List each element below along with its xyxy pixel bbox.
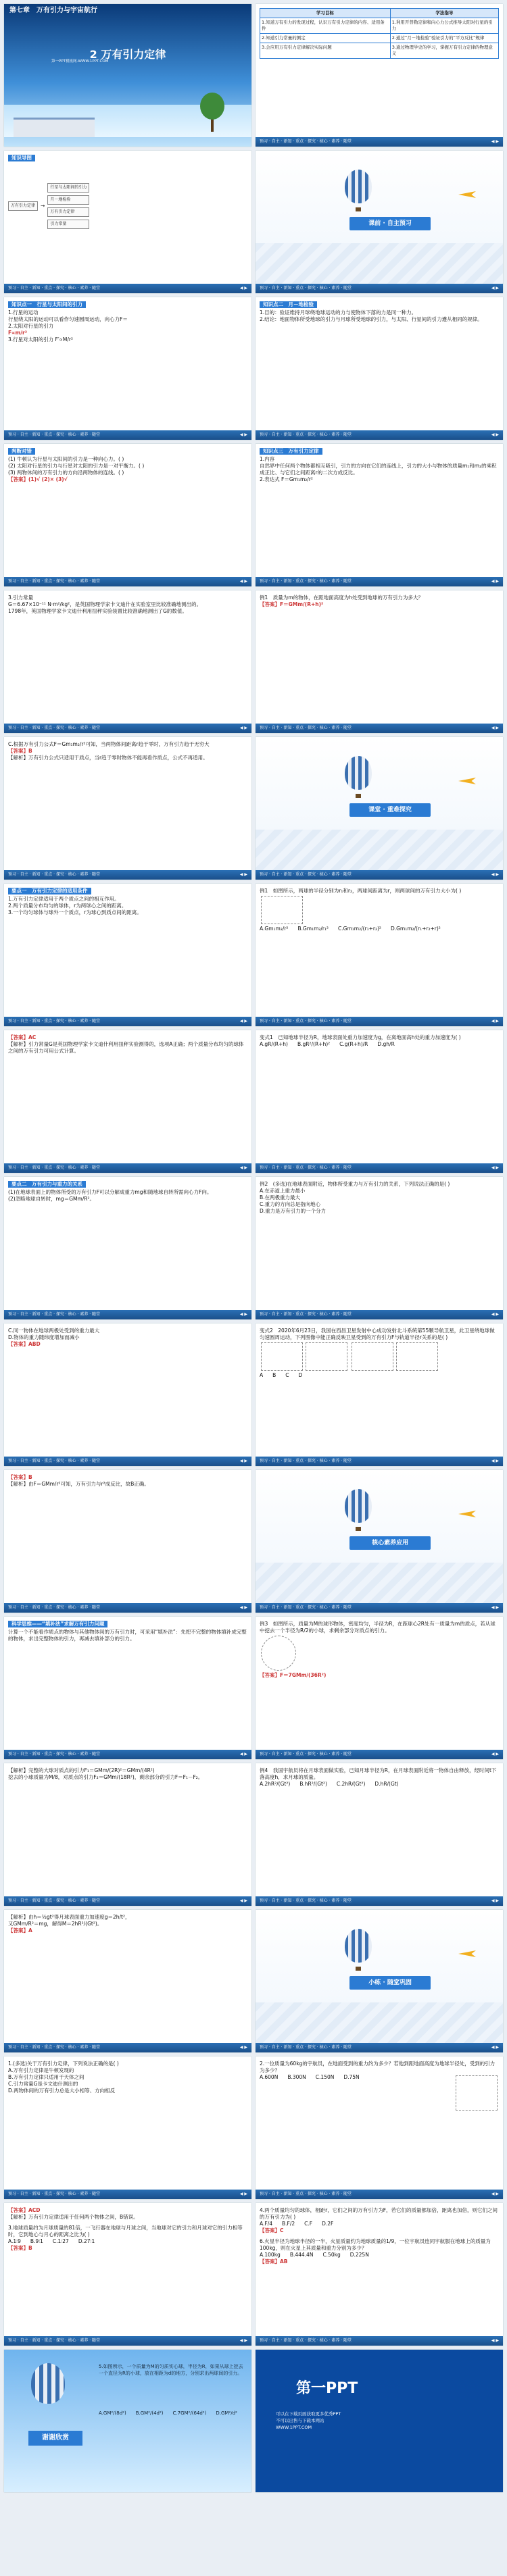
slide-section-quiz <box>256 1910 503 2052</box>
mindmap-node: 引力常量 <box>47 220 89 229</box>
slide-example-2: 例2 (多选)在地球表面附近，物体所受重力与万有引力的关系，下列说法正确的是( ) A.在赤道上重力最小 B.在两极重力最大 C.重力的方向总是指向地心 D.重力是万有引力的一个分力 预习 · 自主 · 新知 · 重点 · 探究 · 核心 · 素养 · 随堂 ◀ ▶ <box>256 1177 503 1319</box>
hot-air-balloon-icon <box>345 1489 372 1523</box>
mindmap-node: 万有引力定律 <box>8 201 38 211</box>
mindmap-node: 万有引力定律 <box>47 207 89 217</box>
nav-arrows-icon: ◀ ▶ <box>491 1898 499 1903</box>
nav-arrows-icon: ◀ ▶ <box>239 2045 247 2050</box>
nav-arrows-icon: ◀ ▶ <box>239 432 247 437</box>
nav-arrows-icon: ◀ ▶ <box>491 1312 499 1317</box>
slide-footer: 预习 · 自主 · 新知 · 重点 · 探究 · 核心 · 素养 · 随堂 ◀ ▶ <box>256 1457 503 1466</box>
slide-footer: 预习 · 自主 · 新知 · 重点 · 探究 · 核心 · 素养 · 随堂 ◀ ▶ <box>4 2190 251 2199</box>
nav-arrows-icon: ◀ ▶ <box>491 579 499 584</box>
quiz-5-text: 5.如图所示，一个质量为M的匀质实心球，半径为R，如果从球上挖去一个直径为R的小球，放在相距为d的地方，分别求出两球间的引力。 <box>99 2364 243 2376</box>
nav-arrows-icon: ◀ ▶ <box>239 726 247 730</box>
nav-arrows-icon: ◀ ▶ <box>491 1752 499 1757</box>
paper-plane-icon <box>458 1511 476 1517</box>
nav-arrows-icon: ◀ ▶ <box>239 286 247 291</box>
nav-arrows-icon: ◀ ▶ <box>239 872 247 877</box>
slide-variant-2: 变式2 2020年6月23日，我国在西昌卫星发射中心成功发射北斗系统第55颗导航卫星，此卫星绕地球做匀速圆周运动，下列图像中能正确反映卫星受到的万有引力F与轨道半径r关系的是( ) A B C D 预习 · 自主 · 新知 · 重点 · 探究 · 核心 · 素养 · 随堂 ◀ ▶ <box>256 1323 503 1466</box>
graph-d-figure <box>396 1342 438 1371</box>
slide-answer-3: 【答案】B 【解析】由F＝GMm/r²可知，万有引力与r²成反比，故B正确。 预习 · 自主 · 新知 · 重点 · 探究 · 核心 · 素养 · 随堂 ◀ ▶ <box>4 1470 251 1613</box>
slide-mindmap <box>4 151 251 293</box>
section-label: 核心素养应用 <box>349 1536 431 1550</box>
nav-arrows-icon: ◀ ▶ <box>239 1312 247 1317</box>
lesson-title: 2 万有引力定律 <box>89 48 166 61</box>
chapter-title: 第七章 万有引力与宇宙航行 <box>9 7 97 14</box>
slide-example-1: 例1 如图所示，两球的半径分别为r₁和r₂，两球间距离为r，则两球间的万有引力大小为( ) A.Gm₁m₂/r² B.Gm₁m₂/r₁² C.Gm₁m₂/(r₁+r₂)² D.Gm₁m₂/(r₁+r₂+r)² 预习 · 自主 · 新知 · 重点 · 探究 · 核心 · 素养 · 随堂 ◀ ▶ <box>256 884 503 1026</box>
hollow-sphere-figure <box>261 1636 296 1671</box>
goals-table <box>260 8 499 59</box>
slide-footer: 预习 · 自主 · 新知 · 重点 · 探究 · 核心 · 素养 · 随堂 ◀ ▶ <box>256 2190 503 2199</box>
table-row: 2.知道引力常量的测定 2.通过“月－地检验”验证引力的“平方反比”规律 <box>260 34 499 43</box>
slide-analysis-3: 【解析】完整的大球对质点的引力F₁＝GMm/(2R)²＝GMm/(4R²) 挖去的小球质量为M/8，对质点的引力F₂＝GMm/(18R²)，剩余部分的引力F＝F₁－F₂。 预习 · 自主 · 新知 · 重点 · 探究 · 核心 · 素养 · 随堂 ◀ ▶ <box>4 1763 251 1906</box>
slide-science-thinking: 科学思维——“填补法”求解万有引力问题 计算一个不能看作质点的物体与其他物体间的万有引力时，可采用“填补法”：先把不完整的物体填补成完整的物体，求出完整物体的引力，再减去填补部分的引力。 预习 · 自主 · 新知 · 重点 · 探究 · 核心 · 素养 · 随堂 ◀ ▶ <box>4 1617 251 1759</box>
paper-plane-icon <box>458 778 476 784</box>
slide-section-key <box>256 737 503 880</box>
mindmap-title: 知识导图 <box>8 155 35 161</box>
nav-arrows-icon: ◀ ▶ <box>491 286 499 291</box>
slide-footer: 预习 · 自主 · 新知 · 重点 · 探究 · 核心 · 素养 · 随堂 ◀ ▶ <box>4 2043 251 2052</box>
hot-air-balloon-icon <box>345 1929 372 1963</box>
slide-footer: 预习 · 自主 · 新知 · 重点 · 探究 · 核心 · 素养 · 随堂 ◀ ▶ <box>4 724 251 733</box>
nav-arrows-icon: ◀ ▶ <box>491 1019 499 1024</box>
slide-judge: 判断对错 (1) 牛顿认为行星与太阳间的引力是一种向心力。( ) (2) 太阳对行星的引力与行星对太阳的引力是一对平衡力。( ) (3) 两物体间的万有引力的方向沿两物体的连线。( ) 【答案】(1)√ (2)× (3)√ 预习 · 自主 · 新知 · 重点 · 探究 · 核心 · 素养 · 随堂 ◀ ▶ <box>4 444 251 586</box>
nav-arrows-icon: ◀ ▶ <box>491 2338 499 2343</box>
slide-section-preview <box>256 151 503 293</box>
slide-knowledge-1: 知识点一 行星与太阳间的引力 1.行星的运动 行星绕太阳的运动可以看作匀速圆周运动，向心力F＝ 2.太阳对行星的引力 F∝m/r² 3.行星对太阳的引力 F′∝M/r² 预习 · 自主 · 新知 · 重点 · 探究 · 核心 · 素养 · 随堂 ◀ ▶ <box>4 297 251 440</box>
nav-arrows-icon: ◀ ▶ <box>491 2192 499 2196</box>
nav-arrows-icon: ◀ ▶ <box>239 1605 247 1610</box>
graph-a-figure <box>261 1342 303 1371</box>
graph-c-figure <box>352 1342 393 1371</box>
slide-example-4: 例4 我国宇航员将在月球表面做实验，已知月球半径为R，在月球表面附近将一物体自由释放，经时间t下落高度h，求月球的质量。 A.2hR²/(Gt²) B.hR²/(Gt²) C.2hR/(Gt²) D.hR/(Gt) 预习 · 自主 · 新知 · 重点 · 探究 · 核心 · 素养 · 随堂 ◀ ▶ <box>256 1763 503 1906</box>
slide-knowledge-3: 知识点三 万有引力定律 1.内容 自然界中任何两个物体都相互吸引，引力的方向在它们的连线上，引力的大小与物体的质量m₁和m₂的乘积成正比、与它们之间距离r的二次方成反比。 2.表达式 F＝Gm₁m₂/r² 预习 · 自主 · 新知 · 重点 · 探究 · 核心 · 素养 · 随堂 ◀ ▶ <box>256 444 503 586</box>
nav-arrows-icon: ◀ ▶ <box>239 2192 247 2196</box>
hot-air-balloon-icon <box>345 170 372 203</box>
slide-footer: 预习 · 自主 · 新知 · 重点 · 探究 · 核心 · 素养 · 随堂 ◀ ▶ <box>4 577 251 586</box>
nav-arrows-icon: ◀ ▶ <box>239 1459 247 1463</box>
slide-footer: 预习 · 自主 · 新知 · 重点 · 探究 · 核心 · 素养 · 随堂 ◀ ▶ <box>4 430 251 440</box>
mindmap <box>8 183 247 229</box>
slide-footer: 预习 · 自主 · 新知 · 重点 · 探究 · 核心 · 素养 · 随堂 ◀ ▶ <box>256 724 503 733</box>
two-spheres-figure <box>261 896 303 924</box>
slide-quiz-2: 2.一位质量为60kg的宇航员，在地面受到的重力约为多少？若他到距地面高度为地球半径处，受到的引力为多少？ A.600N B.300N C.150N D.75N 预习 · 自主 · 新知 · 重点 · 探究 · 核心 · 素养 · 随堂 ◀ ▶ <box>256 2056 503 2199</box>
slide-footer: 预习 · 自主 · 新知 · 重点 · 探究 · 核心 · 素养 · 随堂 ◀ ▶ <box>4 1457 251 1466</box>
slide-footer: 预习 · 自主 · 新知 · 重点 · 探究 · 核心 · 素养 · 随堂 ◀ ▶ <box>4 1163 251 1173</box>
slide-footer: 预习 · 自主 · 新知 · 重点 · 探究 · 核心 · 素养 · 随堂 ◀ ▶ <box>4 1603 251 1613</box>
nav-arrows-icon: ◀ ▶ <box>239 1165 247 1170</box>
nav-arrows-icon: ◀ ▶ <box>239 1898 247 1903</box>
nav-arrows-icon: ◀ ▶ <box>491 1459 499 1463</box>
slide-footer: 预习 · 自主 · 新知 · 重点 · 探究 · 核心 · 素养 · 随堂 ◀ ▶ <box>256 2336 503 2346</box>
nav-arrows-icon: ◀ ▶ <box>239 1752 247 1757</box>
knowledge-point-title: 知识点二 月－地检验 <box>260 301 317 308</box>
slide-knowledge-2: 知识点二 月－地检验 1.目的：验证维持月球绕地球运动的力与使物体下落的力是同一种力。 2.结论：地面物体所受地球的引力与月球所受地球的引力，与太阳、行星间的引力遵从相同的规律。 预习 · 自主 · 新知 · 重点 · 探究 · 核心 · 素养 · 随堂 ◀ ▶ <box>256 297 503 440</box>
slide-quiz-1: 1.(多选)关于万有引力定律，下列说法正确的是( ) A.万有引力定律是牛顿发现的 B.万有引力定律只适用于天体之间 C.引力常量G是卡文迪什测出的 D.两物体间的万有引力总是大小相等、方向相反 预习 · 自主 · 新知 · 重点 · 探究 · 核心 · 素养 · 随堂 ◀ ▶ <box>4 2056 251 2199</box>
mindmap-node: 月－地检验 <box>47 195 89 205</box>
slide-thanks: 谢谢欣赏 5.如图所示，一个质量为M的匀质实心球，半径为R，如果从球上挖去一个直径为R的小球，放在相距为d的地方，分别求出两球间的引力。 A.GM²/(8d²) B.GM²/(4d²) C.7GM²/(64d²) D.GM²/d² <box>4 2350 251 2492</box>
nav-arrows-icon: ◀ ▶ <box>491 872 499 877</box>
slide-footer: 预习 · 自主 · 新知 · 重点 · 探究 · 核心 · 素养 · 随堂 ◀ ▶ <box>256 1163 503 1173</box>
tree-icon <box>200 93 224 120</box>
hot-air-balloon-icon <box>31 2363 65 2404</box>
slide-footer: 预习 · 自主 · 新知 · 重点 · 探究 · 核心 · 素养 · 随堂 ◀ ▶ <box>4 1896 251 1906</box>
nav-arrows-icon: ◀ ▶ <box>491 432 499 437</box>
table-row: 1.知道万有引力的发现过程，认识万有引力定律的内容、适用条件 1.利用开普勒定律和向心力公式推导太阳对行星的引力 <box>260 18 499 34</box>
nav-arrows-icon: ◀ ▶ <box>491 1165 499 1170</box>
slide-section-core <box>256 1470 503 1613</box>
goals-col1: 学习目标 <box>260 9 391 18</box>
slide-goals <box>256 4 503 147</box>
nav-arrows-icon: ◀ ▶ <box>239 2338 247 2343</box>
slide-footer: 预习 · 自主 · 新知 · 重点 · 探究 · 核心 · 素养 · 随堂 ◀ ▶ <box>256 1017 503 1026</box>
slide-footer: 预习 · 自主 · 新知 · 重点 · 探究 · 核心 · 素养 · 随堂 ◀ ▶ <box>256 2043 503 2052</box>
site-logo: 第一PPT <box>296 2380 358 2397</box>
slide-key-2: 要点二 万有引力与重力的关系 (1)在地球表面上的物体所受的万有引力F可以分解成重力mg和随地球自转所需向心力F向。 (2)忽略地球自转时，mg＝GMm/R²。 预习 · 自主 · 新知 · 重点 · 探究 · 核心 · 素养 · 随堂 ◀ ▶ <box>4 1177 251 1319</box>
slide-answer-2: C.同一物体在地球两极处受到的重力最大 D.物体的重力随纬度增加而减小 【答案】ABD 预习 · 自主 · 新知 · 重点 · 探究 · 核心 · 素养 · 随堂 ◀ ▶ <box>4 1323 251 1466</box>
nav-arrows-icon: ◀ ▶ <box>239 1019 247 1024</box>
slide-footer: 预习 · 自主 · 新知 · 重点 · 探究 · 核心 · 素养 · 随堂 ◀ ▶ <box>256 870 503 880</box>
slide-constant: 3.引力常量 G＝6.67×10⁻¹¹ N·m²/kg²，是英国物理学家卡文迪什在实验室里比较准确地测出的。 1798年，英国物理学家卡文迪什利用扭秤实验装置比较准确地测出了G的数值。 预习 · 自主 · 新知 · 重点 · 探究 · 核心 · 素养 · 随堂 ◀ ▶ <box>4 590 251 733</box>
section-label: 小练 · 随堂巩固 <box>349 1976 431 1990</box>
slide-analysis-4: 【解析】由h＝½gt²得月球表面重力加速度g＝2h/t²， 又GMm/R²＝mg，解得M＝2hR²/(Gt²)。 【答案】A 预习 · 自主 · 新知 · 重点 · 探究 · 核心 · 素养 · 随堂 ◀ ▶ <box>4 1910 251 2052</box>
slide-quiz-4: 4.两个质量均匀的球体，相距r，它们之间的万有引力为F，若它们的质量都加倍，距离也加倍，则它们之间的万有引力为( ) A.F/4 B.F/2 C.F D.2F 【答案】C 6.火星半径为地球半径的一半，火星质量约为地球质量的1/9，一位宇航员连同宇航服在地球上的质量为100kg，则在火星上其质量和重力分别为多少？ A.100kg B.444.4N C.50kg D.225N 【答案】AB 预习 · 自主 · 新知 · 重点 · 探究 · 核心 · 素养 · 随堂 ◀ ▶ <box>256 2203 503 2346</box>
slide-variant-1: 变式1 已知地球半径为R，地球表面处重力加速度为g，在离地面高h处的重力加速度为( ) A.gR/(R+h) B.gR²/(R+h)² C.g(R+h)/R D.gh/R 预习 · 自主 · 新知 · 重点 · 探究 · 核心 · 素养 · 随堂 ◀ ▶ <box>256 1030 503 1173</box>
nav-arrows-icon: ◀ ▶ <box>491 726 499 730</box>
mindmap-node: 行星与太阳间的引力 <box>47 183 89 193</box>
nav-arrows-icon: ◀ ▶ <box>491 139 499 144</box>
building-graphic <box>14 118 95 137</box>
slide-footer: 预习 · 自主 · 新知 · 重点 · 探究 · 核心 · 素养 · 随堂 ◀ ▶ <box>256 577 503 586</box>
slide-footer: 预习 · 自主 · 新知 · 重点 · 探究 · 核心 · 素养 · 随堂 ◀ ▶ <box>4 2336 251 2346</box>
slide-example-3: 例3 如图所示，质量为M的球形物体，密度均匀，半径为R，在距球心2R处有一质量为m的质点，若从球中挖去一个半径为R/2的小球，求剩余部分对质点的引力。 【答案】F＝7GMm/(36R²) 预习 · 自主 · 新知 · 重点 · 探究 · 核心 · 素养 · 随堂 ◀ ▶ <box>256 1617 503 1759</box>
knowledge-point-title: 知识点一 行星与太阳间的引力 <box>8 301 86 308</box>
slide-footer: 预习 · 自主 · 新知 · 重点 · 探究 · 核心 · 素养 · 随堂 ◀ ▶ <box>4 1750 251 1759</box>
nav-arrows-icon: ◀ ▶ <box>239 579 247 584</box>
astronaut-photo <box>456 2075 498 2111</box>
slide-analysis-1: 【答案】AC 【解析】引力常量G是英国物理学家卡文迪什利用扭秤实验测得的，选项A正确；两个质量分布均匀的球体之间的万有引力可用公式计算。 预习 · 自主 · 新知 · 重点 · 探究 · 核心 · 素养 · 随堂 ◀ ▶ <box>4 1030 251 1173</box>
arrow-right-icon: → <box>41 203 45 209</box>
slide-answer-1: C.根据万有引力公式F＝Gm₁m₂/r²可知，当两物体间距离r趋于零时，万有引力趋于无穷大 【答案】B 【解析】万有引力公式只适用于质点，当r趋于零时物体不能再看作质点，公式不再适用。 预习 · 自主 · 新知 · 重点 · 探究 · 核心 · 素养 · 随堂 ◀ ▶ <box>4 737 251 880</box>
slide-footer: 预习 · 自主 · 新知 · 重点 · 探究 · 核心 · 素养 · 随堂 ◀ ▶ <box>256 1310 503 1319</box>
slide-footer: 预习 · 自主 · 新知 · 重点 · 探究 · 核心 · 素养 · 随堂 ◀ ▶ <box>4 284 251 293</box>
slide-footer: 预习 · 自主 · 新知 · 重点 · 探究 · 核心 · 素养 · 随堂 ◀ ▶ <box>256 430 503 440</box>
slide-footer: 预习 · 自主 · 新知 · 重点 · 探究 · 核心 · 素养 · 随堂 ◀ ▶ <box>256 137 503 147</box>
slide-cover <box>4 4 251 147</box>
section-label: 课堂 · 重难探究 <box>349 803 431 817</box>
slide-quiz-answer: 【答案】ACD 【解析】万有引力定律适用于任何两个物体之间，B错误。 3.地球质量约为月球质量的81倍，一飞行器在地球与月球之间，当地球对它的引力和月球对它的引力相等时，它到地心与月心的距离之比为( ) A.1∶9 B.9∶1 C.1∶27 D.27∶1 【答案】B 预习 · 自主 · 新知 · 重点 · 探究 · 核心 · 素养 · 随堂 ◀ ▶ <box>4 2203 251 2346</box>
slide-footer: 预习 · 自主 · 新知 · 重点 · 探究 · 核心 · 素养 · 随堂 ◀ ▶ <box>256 1603 503 1613</box>
paper-plane-icon <box>458 1950 476 1957</box>
section-label: 课前 · 自主预习 <box>349 217 431 230</box>
slide-key-1: 要点一 万有引力定律的适用条件 1.万有引力定律适用于两个质点之间的相互作用。 2.两个质量分布均匀的球体，r为两球心之间的距离。 3.一个均匀球体与球外一个质点，r为球心到质点间的距离。 预习 · 自主 · 新知 · 重点 · 探究 · 核心 · 素养 · 随堂 ◀ ▶ <box>4 884 251 1026</box>
goals-col2: 学法指导 <box>390 9 498 18</box>
nav-arrows-icon: ◀ ▶ <box>491 1605 499 1610</box>
slide-footer: 预习 · 自主 · 新知 · 重点 · 探究 · 核心 · 素养 · 随堂 ◀ ▶ <box>256 284 503 293</box>
slide-footer: 预习 · 自主 · 新知 · 重点 · 探究 · 核心 · 素养 · 随堂 ◀ ▶ <box>256 1750 503 1759</box>
cover-subtitle: 第一PPT模板网-WWW.1PPT.COM <box>51 59 109 64</box>
slide-footer: 预习 · 自主 · 新知 · 重点 · 探究 · 核心 · 素养 · 随堂 ◀ ▶ <box>4 1310 251 1319</box>
slide-example: 例1 质量为m的物体，在距地面高度为h处受到地球的万有引力为多大？ 【答案】F＝GMm/(R+h)² 预习 · 自主 · 新知 · 重点 · 探究 · 核心 · 素养 · 随堂 ◀ ▶ <box>256 590 503 733</box>
nav-arrows-icon: ◀ ▶ <box>491 2045 499 2050</box>
graph-b-figure <box>306 1342 347 1371</box>
paper-plane-icon <box>458 191 476 198</box>
slide-ad: 第一PPT 可以在下载页面获取更多优秀PPT 不可以出售与下载本网站 WWW.1PPT.COM <box>256 2350 503 2492</box>
table-row: 3.会应用万有引力定律解决实际问题 3.通过物理学史的学习，掌握万有引力定律的物理意义 <box>260 43 499 59</box>
slide-footer: 预习 · 自主 · 新知 · 重点 · 探究 · 核心 · 素养 · 随堂 ◀ ▶ <box>4 870 251 880</box>
slide-footer: 预习 · 自主 · 新知 · 重点 · 探究 · 核心 · 素养 · 随堂 ◀ ▶ <box>4 1017 251 1026</box>
thanks-label: 谢谢欣赏 <box>28 2431 82 2446</box>
slide-footer: 预习 · 自主 · 新知 · 重点 · 探究 · 核心 · 素养 · 随堂 ◀ ▶ <box>256 1896 503 1906</box>
hot-air-balloon-icon <box>345 756 372 790</box>
